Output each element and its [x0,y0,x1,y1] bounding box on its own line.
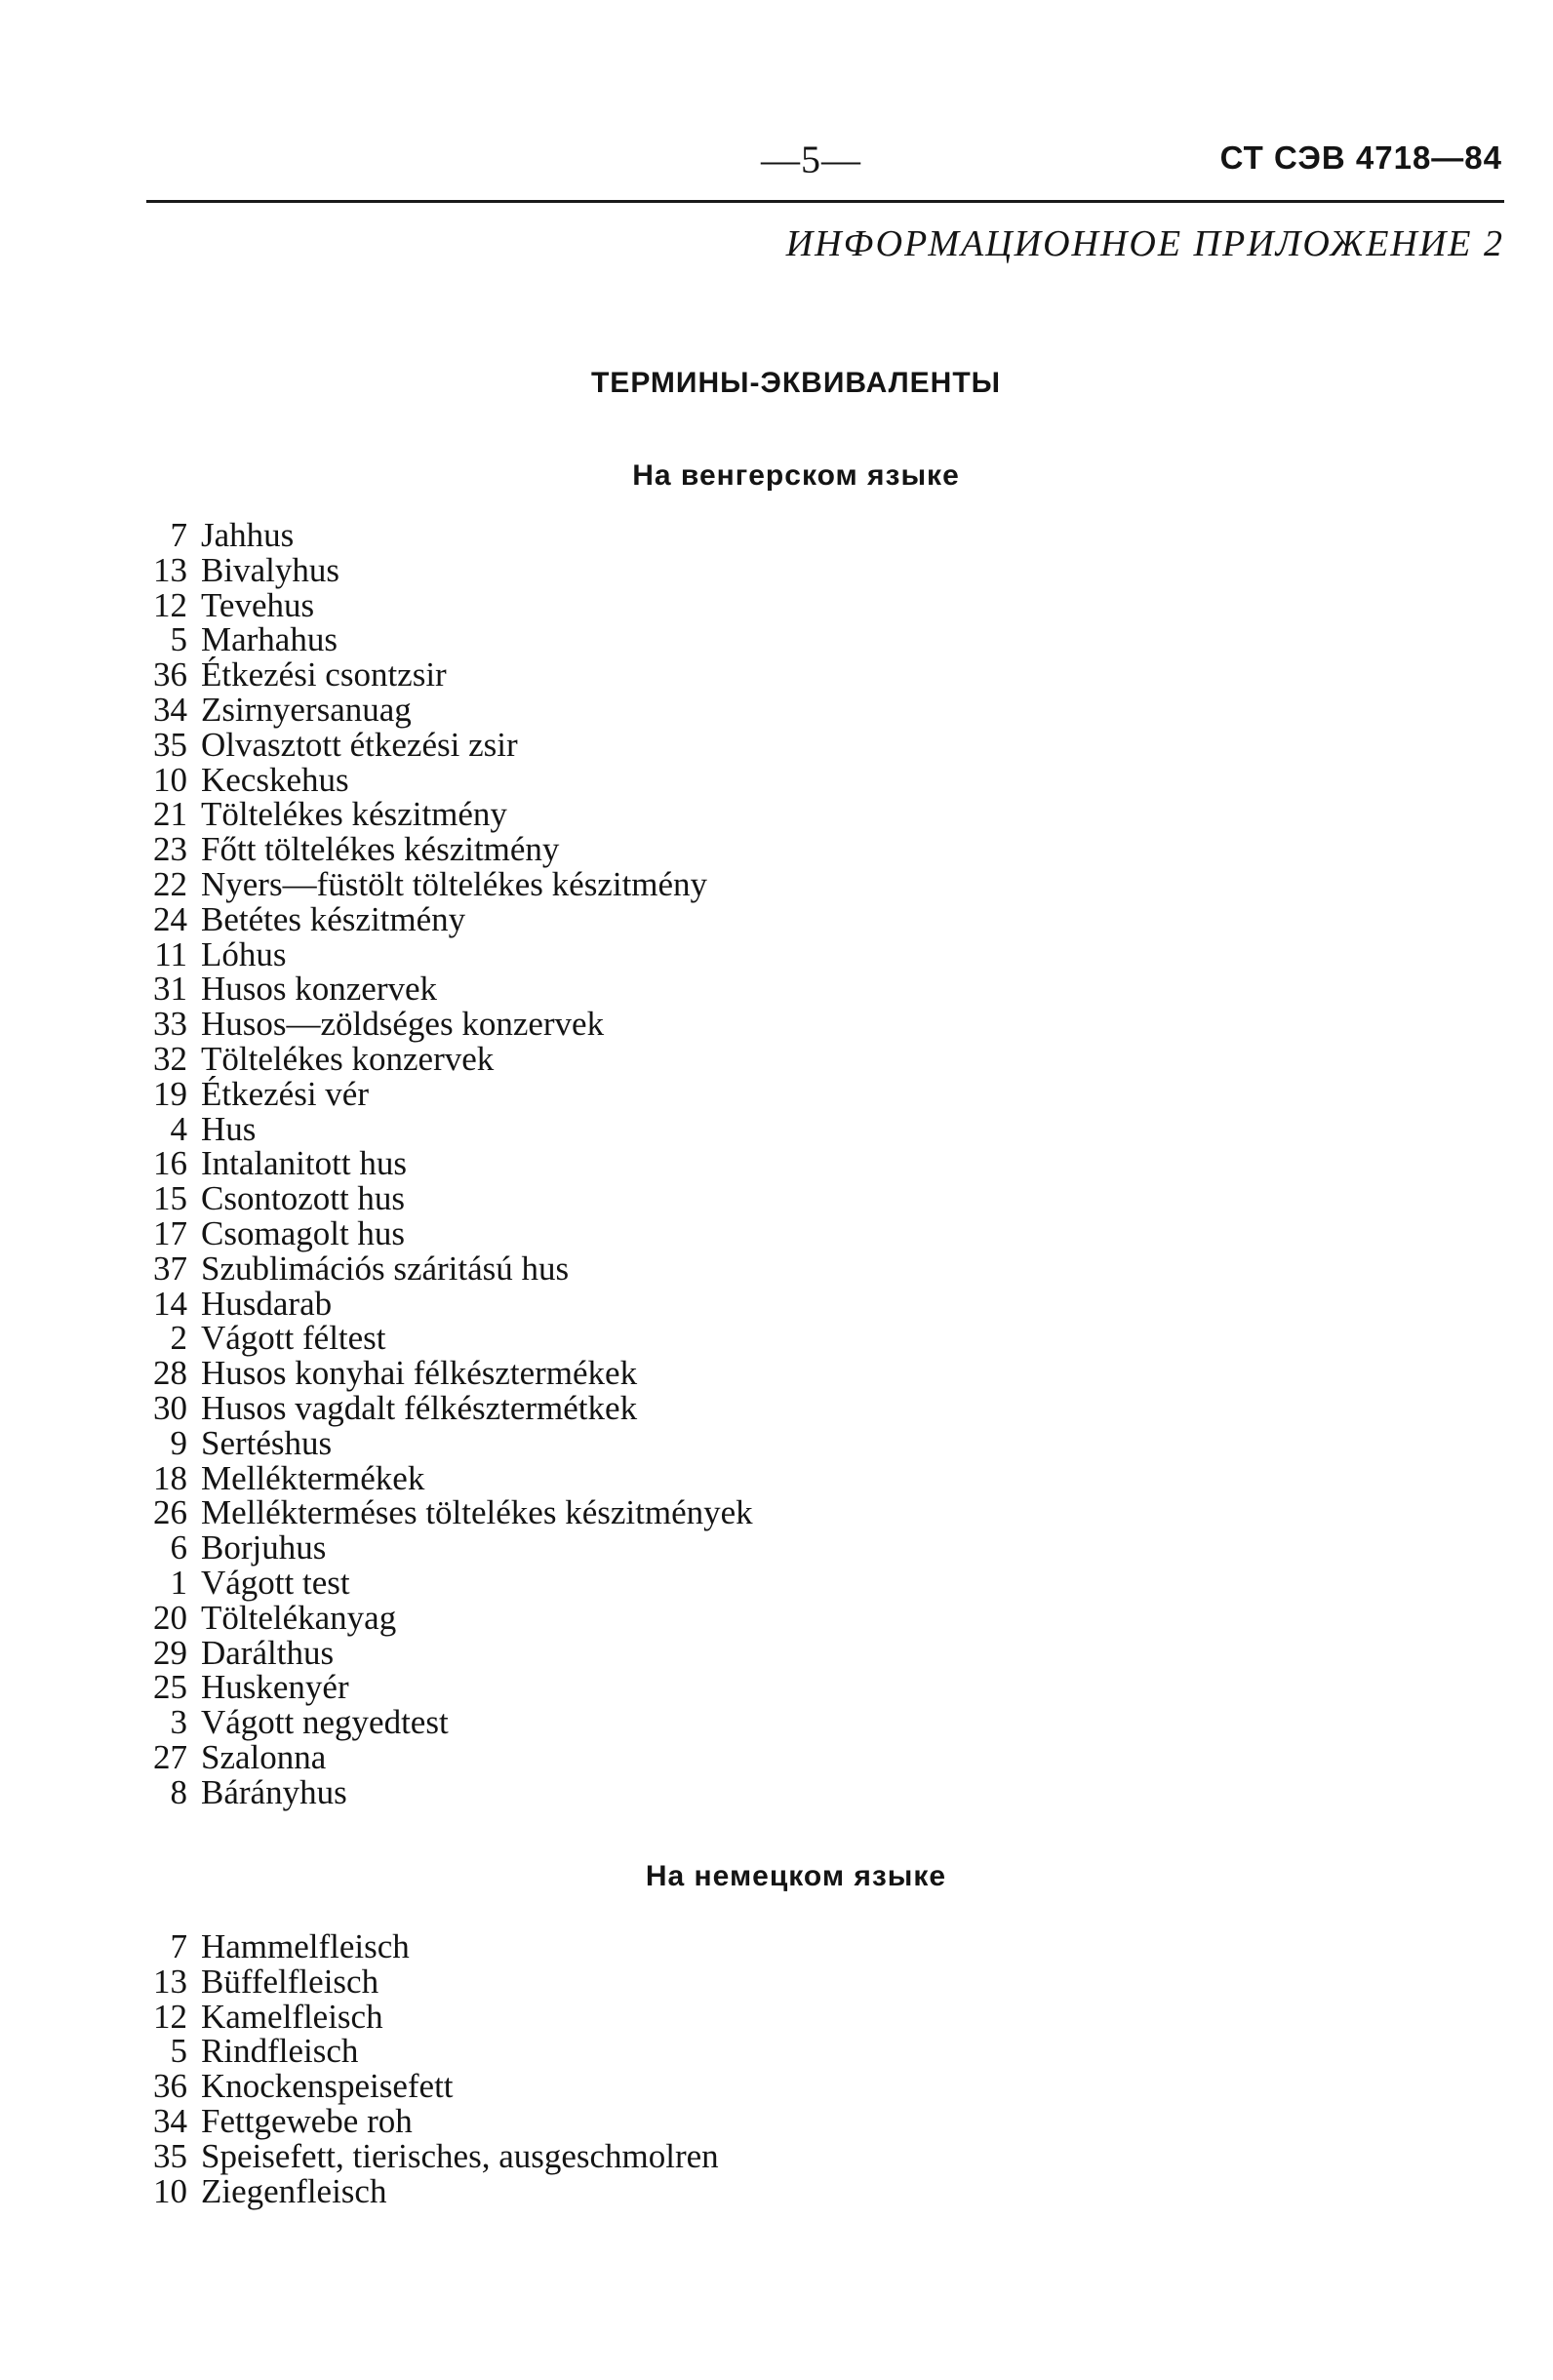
term-text: Bárányhus [201,1772,347,1811]
term-number: 24 [153,899,187,938]
term-text: Lóhus [201,934,287,973]
term-number: 2 [170,1319,187,1358]
term-text: Darálthus [201,1633,335,1672]
term-row [0,1251,753,1287]
term-row [0,1146,753,1181]
hungarian-term-list [0,518,753,1809]
term-text: Csomagolt hus [201,1213,406,1252]
term-row [0,1109,753,1148]
term-text: Husos konyhai félkésztermékek [201,1354,638,1393]
term-row [0,657,753,693]
term-row [0,1213,753,1252]
term-number: 7 [170,1927,187,1965]
term-row [0,899,753,938]
german-term-list [0,1929,719,2208]
term-row [0,1423,753,1462]
term-number: 23 [153,830,187,869]
term-row [0,1737,753,1776]
term-number: 12 [153,1997,187,2036]
term-text: Husos konzervek [201,970,438,1009]
term-number: 9 [170,1423,187,1462]
term-row [0,1563,753,1602]
term-number: 5 [170,620,187,659]
term-row [0,1997,719,2036]
term-row [0,934,753,973]
term-row [0,585,753,624]
term-text: Intalanitott hus [201,1144,407,1183]
term-row [0,690,753,729]
term-text: Vágott féltest [201,1319,386,1358]
term-text: Kecskehus [201,760,349,799]
standard-code: СТ СЭВ 4718—84 [1219,139,1502,176]
term-row [0,550,753,589]
term-text: Étkezési vér [201,1074,369,1113]
term-row [0,1929,719,1964]
term-text: Sertéshus [201,1423,333,1462]
term-text: Marhahus [201,620,338,659]
term-number: 33 [153,1005,187,1044]
term-row [0,725,753,764]
term-number: 22 [153,864,187,903]
term-number: 34 [153,690,187,729]
term-text: Ziegenfleisch [201,2171,387,2210]
term-row [0,518,753,553]
term-row [0,1007,753,1042]
term-row [0,2136,719,2175]
term-text: Speisefett, tierisches, ausgeschmolren [201,2136,719,2175]
term-row [0,864,753,903]
term-number: 20 [153,1598,187,1637]
term-row [0,1458,753,1497]
term-text: Csontozott hus [201,1179,406,1218]
term-number: 35 [153,725,187,764]
term-number: 16 [153,1144,187,1183]
term-row [0,622,753,657]
term-number: 31 [153,970,187,1009]
term-row [0,1356,753,1391]
term-number: 7 [170,516,187,554]
term-row [0,1284,753,1323]
term-text: Knockenspeisefett [201,2067,454,2106]
term-text: Betétes készitmény [201,899,466,938]
term-number: 35 [153,2136,187,2175]
term-number: 14 [153,1284,187,1323]
term-number: 28 [153,1354,187,1393]
term-number: 34 [153,2101,187,2140]
term-row [0,1388,753,1427]
term-row [0,2034,719,2069]
term-text: Huskenyér [201,1668,349,1707]
hungarian-section-heading: На венгерском языке [632,459,960,492]
term-number: 18 [153,1458,187,1497]
term-text: Bivalyhus [201,550,339,589]
term-number: 25 [153,1668,187,1707]
term-row [0,1598,753,1637]
term-row [0,1964,719,2000]
term-text: Fettgewebe roh [201,2101,413,2140]
term-row [0,1074,753,1113]
german-section-heading: На немецком языке [645,1860,947,1892]
term-text: Rindfleisch [201,2032,359,2071]
term-number: 21 [153,795,187,834]
term-number: 6 [170,1528,187,1567]
term-text: Szublimációs száritású hus [201,1249,570,1288]
term-number: 36 [153,655,187,694]
term-text: Töltelékes készitmény [201,795,507,834]
term-number: 10 [153,760,187,799]
term-text: Borjuhus [201,1528,327,1567]
document-title: ТЕРМИНЫ-ЭКВИВАЛЕНТЫ [590,367,1002,399]
term-row [0,1633,753,1672]
term-text: Jahhus [201,516,295,554]
term-number: 4 [170,1109,187,1148]
term-number: 5 [170,2032,187,2071]
term-text: Szalonna [201,1737,327,1776]
term-text: Husos vagdalt félkésztermétkek [201,1388,638,1427]
term-row [0,797,753,832]
term-number: 11 [154,934,187,973]
term-row [0,1495,753,1530]
term-number: 15 [153,1179,187,1218]
term-text: Nyers—füstölt töltelékes készitmény [201,864,708,903]
term-row [0,1772,753,1811]
term-number: 26 [153,1493,187,1532]
term-row [0,832,753,867]
term-number: 19 [153,1074,187,1113]
term-text: Olvasztott étkezési zsir [201,725,518,764]
term-number: 10 [153,2171,187,2210]
term-number: 13 [153,550,187,589]
term-number: 29 [153,1633,187,1672]
term-number: 36 [153,2067,187,2106]
term-number: 32 [153,1039,187,1078]
term-text: Vágott test [201,1563,350,1602]
term-text: Töltelékes konzervek [201,1039,495,1078]
header-rule [146,200,1504,203]
term-text: Husos—zöldséges konzervek [201,1005,605,1044]
term-row [0,2171,719,2210]
appendix-label: ИНФОРМАЦИОННОЕ ПРИЛОЖЕНИЕ 2 [785,223,1504,264]
term-number: 30 [153,1388,187,1427]
term-text: Hus [201,1109,257,1148]
page-number: —5— [761,138,861,181]
term-text: Vágott negyedtest [201,1703,449,1742]
term-text: Husdarab [201,1284,333,1323]
term-text: Büffelfleisch [201,1962,379,2001]
term-row [0,972,753,1007]
term-number: 17 [153,1213,187,1252]
term-row [0,1181,753,1216]
term-text: Töltelékanyag [201,1598,397,1637]
term-number: 12 [153,585,187,624]
term-row [0,1705,753,1740]
term-number: 13 [153,1962,187,2001]
term-text: Melléktermékek [201,1458,425,1497]
term-number: 1 [170,1563,187,1602]
term-text: Kamelfleisch [201,1997,383,2036]
term-text: Zsirnyersanuag [201,690,412,729]
term-text: Étkezési csontzsir [201,655,447,694]
term-number: 8 [170,1772,187,1811]
term-number: 27 [153,1737,187,1776]
term-text: Tevehus [201,585,315,624]
term-row [0,760,753,799]
term-row [0,2101,719,2140]
term-row [0,1039,753,1078]
term-number: 37 [153,1249,187,1288]
term-text: Hammelfleisch [201,1927,410,1965]
term-row [0,1321,753,1356]
term-number: 3 [170,1703,187,1742]
term-row [0,1530,753,1566]
term-row [0,1670,753,1705]
term-text: Főtt töltelékes készitmény [201,830,560,869]
term-text: Mellékterméses töltelékes készitmények [201,1493,753,1532]
term-row [0,2069,719,2104]
